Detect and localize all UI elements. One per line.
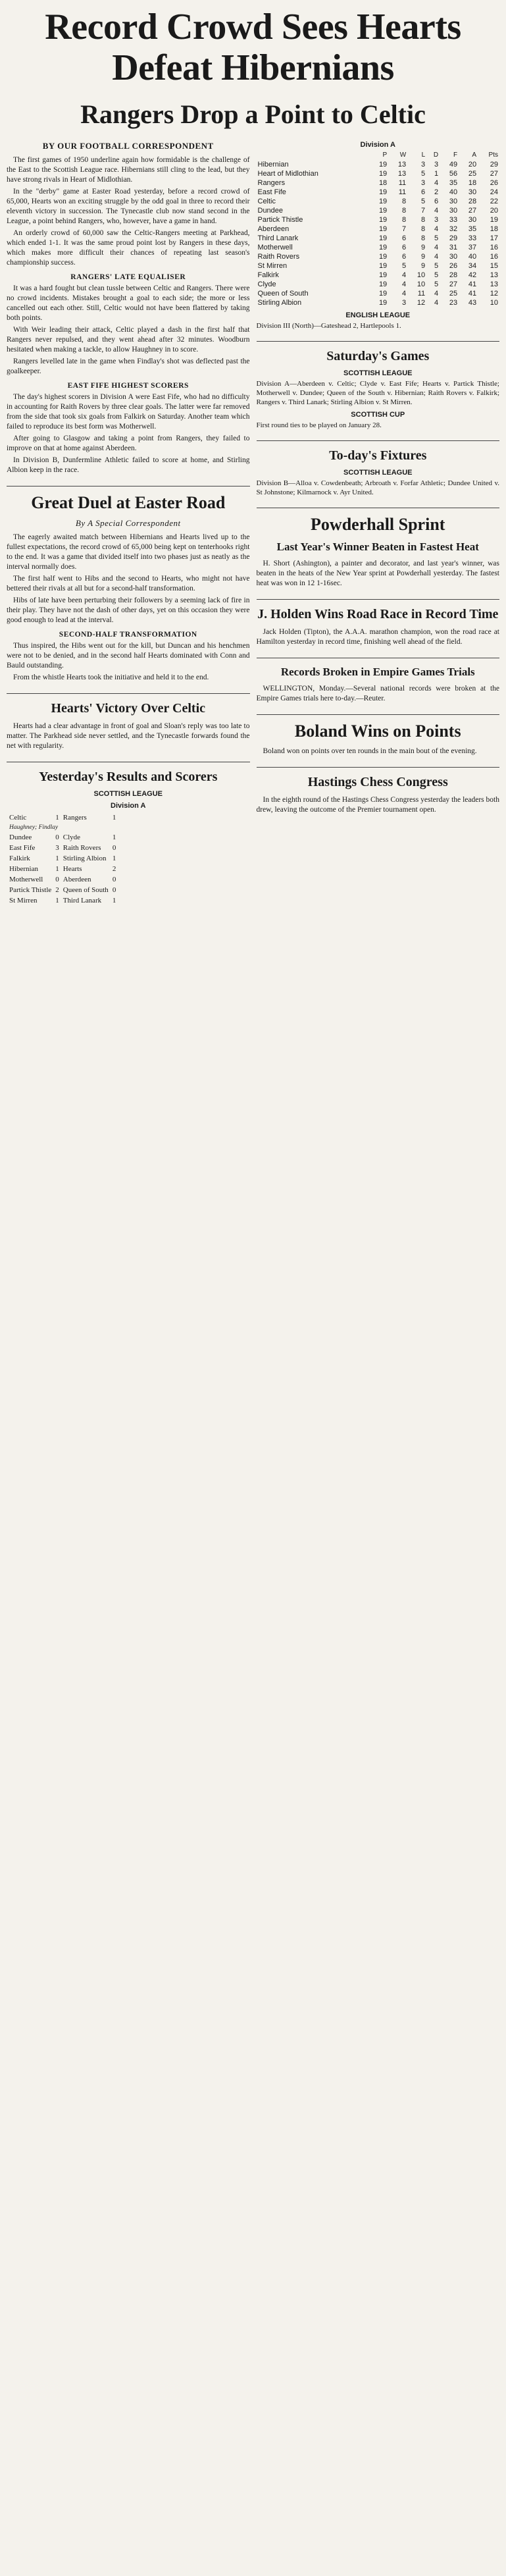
main-para: In the "derby" game at Easter Road yesterday, before a record crowd of 65,000, Hearts won an exciting struggle by the odd goal in three to record their eleventh victory in succession. The Tynecastle club now stand second in the League, a point behind Rangers, who, however, have a game in hand. [7, 188, 250, 225]
stat-cell: 7 [402, 225, 407, 233]
stat-cell: 23 [449, 299, 458, 307]
stat-cell: 5 [402, 262, 407, 270]
stat-cell: 9 [421, 262, 426, 270]
away-team: Third Lanark [63, 897, 102, 905]
table-row [257, 252, 500, 261]
stat-cell: 40 [449, 188, 458, 196]
stat-cell: 6 [434, 197, 439, 205]
stat-cell: 15 [490, 262, 498, 270]
stat-cell: 22 [490, 197, 498, 205]
results-table [7, 812, 118, 907]
table-row [257, 289, 500, 298]
holden-para: Jack Holden (Tipton), the A.A.A. marathon champion, won the road race at Hamilton yesterday in record time, finishing well ahead of the field. [256, 628, 499, 646]
stat-cell: 29 [449, 234, 458, 242]
col-team [257, 151, 370, 160]
stat-cell: 13 [490, 271, 498, 279]
result-row [8, 896, 117, 905]
stat-cell: 4 [434, 290, 439, 298]
stat-cell: 19 [378, 290, 388, 298]
stat-cell: 28 [449, 271, 458, 279]
stat-cell: 16 [490, 244, 498, 251]
stat-cell: 3 [402, 299, 407, 307]
stat-cell: 32 [449, 225, 458, 233]
table-division: Division A [360, 141, 395, 149]
scorers: Haughney; Findlay [9, 824, 59, 831]
stat-cell: 19 [490, 216, 498, 224]
english-league-title: ENGLISH LEAGUE [345, 311, 411, 319]
stat-cell: 26 [449, 262, 458, 270]
stat-cell: 4 [434, 179, 439, 187]
stat-cell: 30 [468, 188, 477, 196]
stat-cell: 19 [378, 216, 388, 224]
away-team: Queen of South [63, 886, 109, 894]
table-row [257, 271, 500, 280]
away-team: Rangers [63, 814, 87, 822]
results-league: SCOTTISH LEAGUE [93, 790, 163, 798]
team-name: Celtic [257, 197, 276, 205]
saturday-cup: SCOTTISH CUP [351, 411, 405, 419]
home-team: St Mirren [9, 897, 38, 905]
table-row [257, 224, 500, 234]
fixtures-headline: To-day's Fixtures [257, 440, 500, 463]
boland-headline: Boland Wins on Points [257, 714, 500, 741]
stat-cell: 11 [398, 179, 407, 187]
stat-cell: 5 [434, 234, 439, 242]
table-row [257, 169, 500, 178]
stat-cell: 29 [490, 161, 498, 169]
stat-cell: 20 [490, 207, 498, 215]
stat-cell: 8 [421, 225, 426, 233]
table-row [257, 206, 500, 215]
away-score: 0 [112, 844, 116, 852]
team-name: St Mirren [257, 262, 288, 270]
stat-cell: 19 [378, 253, 388, 261]
team-name: Raith Rovers [257, 253, 300, 261]
home-score: 1 [55, 814, 59, 822]
team-name: Heart of Midlothian [257, 170, 318, 178]
stat-cell: 19 [378, 234, 388, 242]
stat-cell: 56 [449, 170, 458, 178]
duel-para: The first half went to Hibs and the second to Hearts, who might not have bettered their rivals at all but for a second-half transformation. [7, 575, 250, 592]
main-para: With Weir leading their attack, Celtic played a dash in the first half that Rangers never repulsed, and they went ahead after 32 minutes. Woodburn hesitated when making a tackle, to allow Haughney in to score. [7, 326, 250, 354]
duel-byline: By A Special Correspondent [75, 518, 181, 528]
stat-cell: 6 [421, 188, 426, 196]
table-row [257, 234, 500, 243]
stat-cell: 6 [402, 253, 407, 261]
duel-para: The eagerly awaited match between Hibernians and Hearts lived up to the fullest expectations, the record crowd of 65,000 being kept on tenterhooks right to the end. It was a game that divided itself into two phases just as neatly as the interval normally does. [7, 533, 250, 571]
stat-cell: 5 [421, 197, 426, 205]
home-score: 3 [55, 844, 59, 852]
team-name: Rangers [257, 179, 286, 187]
stat-cell: 19 [378, 188, 388, 196]
away-score: 0 [112, 876, 116, 883]
stat-cell: 30 [449, 207, 458, 215]
stat-cell: 35 [468, 225, 477, 233]
stat-cell: 8 [402, 216, 407, 224]
home-team: Motherwell [9, 876, 43, 883]
stat-cell: 16 [490, 253, 498, 261]
team-name: Dundee [257, 207, 284, 215]
league-table-header [257, 151, 500, 160]
table-row [257, 261, 500, 271]
away-score: 2 [112, 865, 116, 873]
main-para: In Division B, Dunfermline Athletic failed to score at home, and Stirling Albion keep in the race. [7, 456, 250, 474]
stat-cell: 12 [490, 290, 498, 298]
main-crosshead: EAST FIFE HIGHEST SCORERS [67, 382, 189, 390]
stat-cell: 4 [402, 290, 407, 298]
english-league-line: Division III (North)—Gateshead 2, Hartlepools 1. [256, 322, 401, 330]
stat-cell: 20 [468, 161, 477, 169]
stat-cell: 1 [434, 170, 439, 178]
main-para: After going to Glasgow and taking a point from Rangers, they failed to improve on that at home against Aberdeen. [7, 434, 250, 452]
home-team: Dundee [9, 833, 32, 841]
main-para: It was a hard fought but clean tussle between Celtic and Rangers. There were no crowd incidents. Mistakes brought a goal to each side; the more or less cancelled out each other. Still, Celtic would not have been flattered by taking both points. [7, 284, 250, 322]
main-para: The first games of 1950 underline again how formidable is the challenge of the East to the Scottish League race. Hibernians still cling to the lead, but they have strong rivals in Heart of Midlothian. [7, 156, 250, 184]
duel-para: Thus inspired, the Hibs went out for the kill, but Duncan and his henchmen were not to be denied, and in the second half Hearts dominated with Conn and Bauld outstanding. [7, 642, 250, 670]
away-team: Aberdeen [63, 876, 91, 883]
stat-cell: 42 [468, 271, 477, 279]
team-name: Stirling Albion [257, 299, 302, 307]
stat-cell: 5 [434, 271, 439, 279]
stat-cell: 13 [397, 161, 407, 169]
stat-cell: 8 [421, 234, 426, 242]
main-headline: Record Crowd Sees Hearts Defeat Hibernians [45, 7, 461, 88]
chess-para: In the eighth round of the Hastings Chess Congress yesterday the leaders both drew, leaving the outcome of the Premier tournament open. [256, 796, 499, 814]
columns [7, 137, 499, 907]
stat-cell: 19 [378, 262, 388, 270]
col-header: F [453, 151, 458, 159]
away-team: Stirling Albion [63, 854, 107, 862]
stat-cell: 6 [402, 244, 407, 251]
stat-cell: 28 [468, 197, 477, 205]
stat-cell: 8 [402, 197, 407, 205]
team-name: Queen of South [257, 290, 309, 298]
stat-cell: 27 [468, 207, 477, 215]
table-row [257, 178, 500, 188]
stat-cell: 37 [468, 244, 477, 251]
league-table [257, 151, 500, 307]
team-name: Third Lanark [257, 234, 299, 242]
stat-cell: 19 [378, 207, 388, 215]
celtic-para: Hearts had a clear advantage in front of goal and Sloan's reply was too late to matter. The Parkhead side never settled, and the Tynecastle forwards found the net with regularity. [7, 722, 250, 750]
stat-cell: 41 [468, 280, 477, 288]
col-header: L [421, 151, 426, 159]
stat-cell: 18 [468, 179, 477, 187]
holden-headline: J. Holden Wins Road Race in Record Time [257, 599, 500, 622]
duel-para: Hibs of late have been perturbing their followers by a seeming lack of fire in their play. They have not the dash of other days, yet on this occasion they were good enough to lead at the interval. [7, 596, 250, 624]
stat-cell: 41 [468, 290, 477, 298]
away-team: Clyde [63, 833, 81, 841]
away-score: 1 [112, 854, 116, 862]
stat-cell: 43 [468, 299, 477, 307]
main-para: Rangers levelled late in the game when Findlay's shot was deflected past the goalkeeper. [7, 357, 250, 375]
result-row [8, 813, 117, 822]
stat-cell: 3 [434, 216, 439, 224]
stat-cell: 9 [421, 253, 426, 261]
team-name: East Fife [257, 188, 286, 196]
main-para: An orderly crowd of 60,000 saw the Celtic-Rangers meeting at Parkhead, which ended 1-1. It was the same proud point lost by Rangers in these days, which makes more difficult their chances of repeating last season's championship success. [7, 229, 250, 267]
table-row [257, 188, 500, 197]
team-name: Hibernian [257, 161, 289, 169]
home-team: Hibernian [9, 865, 38, 873]
stat-cell: 33 [449, 216, 458, 224]
stat-cell: 11 [398, 188, 407, 196]
stat-cell: 27 [490, 170, 498, 178]
col-header: A [472, 151, 477, 159]
home-team: East Fife [9, 844, 36, 852]
team-name: Falkirk [257, 271, 279, 279]
stat-cell: 31 [449, 244, 458, 251]
result-row [8, 854, 117, 863]
stat-cell: 33 [468, 234, 477, 242]
stat-cell: 18 [490, 225, 498, 233]
saturday-headline: Saturday's Games [257, 341, 500, 364]
stat-cell: 19 [378, 280, 388, 288]
stat-cell: 10 [417, 280, 426, 288]
home-team: Falkirk [9, 854, 30, 862]
records-headline: Records Broken in Empire Games Trials [257, 658, 500, 679]
table-row [257, 298, 500, 307]
duel-headline: Great Duel at Easter Road [7, 486, 250, 513]
stat-cell: 19 [378, 244, 388, 251]
stat-cell: 40 [468, 253, 477, 261]
stat-cell: 3 [421, 179, 426, 187]
stat-cell: 12 [417, 299, 426, 307]
result-row [8, 885, 117, 895]
result-row [8, 864, 117, 874]
results-headline: Yesterday's Results and Scorers [7, 762, 250, 785]
stat-cell: 6 [402, 234, 407, 242]
result-row [8, 833, 117, 842]
left-column [7, 137, 250, 907]
right-column [257, 137, 500, 907]
stat-cell: 25 [449, 290, 458, 298]
stat-cell: 24 [490, 188, 498, 196]
col-header: Pts [488, 151, 498, 159]
home-score: 1 [55, 865, 59, 873]
stat-cell: 4 [402, 271, 407, 279]
stat-cell: 8 [421, 216, 426, 224]
team-name: Partick Thistle [257, 216, 303, 224]
team-name: Motherwell [257, 244, 293, 251]
main-subhead: Rangers Drop a Point to Celtic [80, 99, 426, 129]
home-team: Partick Thistle [9, 886, 52, 894]
stat-cell: 4 [434, 244, 439, 251]
stat-cell: 17 [490, 234, 498, 242]
boland-para: Boland won on points over ten rounds in the main bout of the evening. [263, 747, 477, 755]
stat-cell: 13 [397, 170, 407, 178]
stat-cell: 4 [434, 207, 439, 215]
stat-cell: 5 [421, 170, 426, 178]
stat-cell: 11 [417, 290, 426, 298]
home-score: 1 [55, 854, 59, 862]
fixtures-league: SCOTTISH LEAGUE [343, 469, 413, 477]
powderhall-para: H. Short (Ashington), a painter and decorator, and last year's winner, was beaten in the heats of the New Year sprint at Powderhall yesterday. The fastest heat was won in 12 1-16sec. [256, 560, 499, 587]
stat-cell: 4 [434, 225, 439, 233]
table-row [257, 160, 500, 169]
stat-cell: 35 [449, 179, 458, 187]
col-header: W [399, 151, 407, 159]
stat-cell: 30 [449, 253, 458, 261]
stat-cell: 27 [449, 280, 458, 288]
result-row [8, 843, 117, 853]
stat-cell: 3 [434, 161, 439, 169]
saturday-league: SCOTTISH LEAGUE [343, 369, 413, 377]
col-header: P [382, 151, 388, 159]
powderhall-headline: Powderhall Sprint [257, 508, 500, 535]
stat-cell: 34 [468, 262, 477, 270]
home-score: 1 [55, 897, 59, 905]
main-byline: BY OUR FOOTBALL CORRESPONDENT [42, 141, 214, 151]
stat-cell: 19 [378, 271, 388, 279]
away-score: 0 [112, 886, 116, 894]
saturday-text2: First round ties to be played on January 28. [256, 421, 382, 429]
main-crosshead: RANGERS' LATE EQUALISER [70, 273, 186, 281]
stat-cell: 13 [490, 280, 498, 288]
records-para: WELLINGTON, Monday.—Several national records were broken at the Empire Games trials here to-day.—Reuter. [256, 685, 499, 702]
result-row [8, 875, 117, 884]
away-score: 1 [112, 897, 116, 905]
saturday-text: Division A—Aberdeen v. Celtic; Clyde v. East Fife; Hearts v. Partick Thistle; Motherwell v. Dundee; Queen of the South v. Hibernian; Raith Rovers v. Falkirk; Rangers v. Third Lanark; Stirling Albion v. St Mirren. [256, 380, 499, 406]
chess-headline: Hastings Chess Congress [257, 767, 500, 790]
stat-cell: 10 [417, 271, 426, 279]
home-score: 0 [55, 833, 59, 841]
stat-cell: 10 [490, 299, 498, 307]
stat-cell: 7 [421, 207, 426, 215]
stat-cell: 4 [434, 299, 439, 307]
duel-para: From the whistle Hearts took the initiative and held it to the end. [13, 673, 209, 681]
home-score: 0 [55, 876, 59, 883]
stat-cell: 4 [402, 280, 407, 288]
stat-cell: 30 [468, 216, 477, 224]
stat-cell: 25 [468, 170, 477, 178]
fixtures-text: Division B—Alloa v. Cowdenbeath; Arbroath v. Forfar Athletic; Dundee United v. St Johnstone; Kilmarnock v. Ayr United. [256, 479, 499, 496]
powderhall-subhead: Last Year's Winner Beaten in Fastest Heat [276, 540, 479, 553]
stat-cell: 8 [402, 207, 407, 215]
table-row [257, 197, 500, 206]
stat-cell: 2 [434, 188, 439, 196]
away-team: Raith Rovers [63, 844, 101, 852]
col-header: D [433, 151, 439, 159]
stat-cell: 5 [434, 262, 439, 270]
stat-cell: 5 [434, 280, 439, 288]
stat-cell: 9 [421, 244, 426, 251]
stat-cell: 19 [378, 197, 388, 205]
away-score: 1 [112, 833, 116, 841]
stat-cell: 19 [378, 170, 388, 178]
home-score: 2 [55, 886, 59, 894]
home-team: Celtic [9, 814, 27, 822]
stat-cell: 30 [449, 197, 458, 205]
stat-cell: 19 [378, 161, 388, 169]
results-division: Division A [111, 802, 146, 810]
duel-crosshead: SECOND-HALF TRANSFORMATION [59, 631, 197, 639]
away-score: 1 [112, 814, 116, 822]
table-row [257, 280, 500, 289]
team-name: Clyde [257, 280, 276, 288]
stat-cell: 3 [421, 161, 426, 169]
away-team: Hearts [63, 865, 82, 873]
table-row [257, 243, 500, 252]
team-name: Aberdeen [257, 225, 290, 233]
stat-cell: 19 [378, 299, 388, 307]
celtic-headline: Hearts' Victory Over Celtic [7, 693, 250, 716]
stat-cell: 4 [434, 253, 439, 261]
scorers-row [8, 824, 117, 831]
table-row [257, 215, 500, 224]
stat-cell: 18 [378, 179, 388, 187]
stat-cell: 49 [449, 161, 458, 169]
main-para: The day's highest scorers in Division A were East Fife, who had no difficulty in accounting for Raith Rovers by three clear goals. The latter were far removed from the side that took six goals from Falkirk on Saturday. Another team which failed to reproduce its best form was Motherwell. [7, 393, 250, 431]
stat-cell: 19 [378, 225, 388, 233]
stat-cell: 26 [490, 179, 498, 187]
